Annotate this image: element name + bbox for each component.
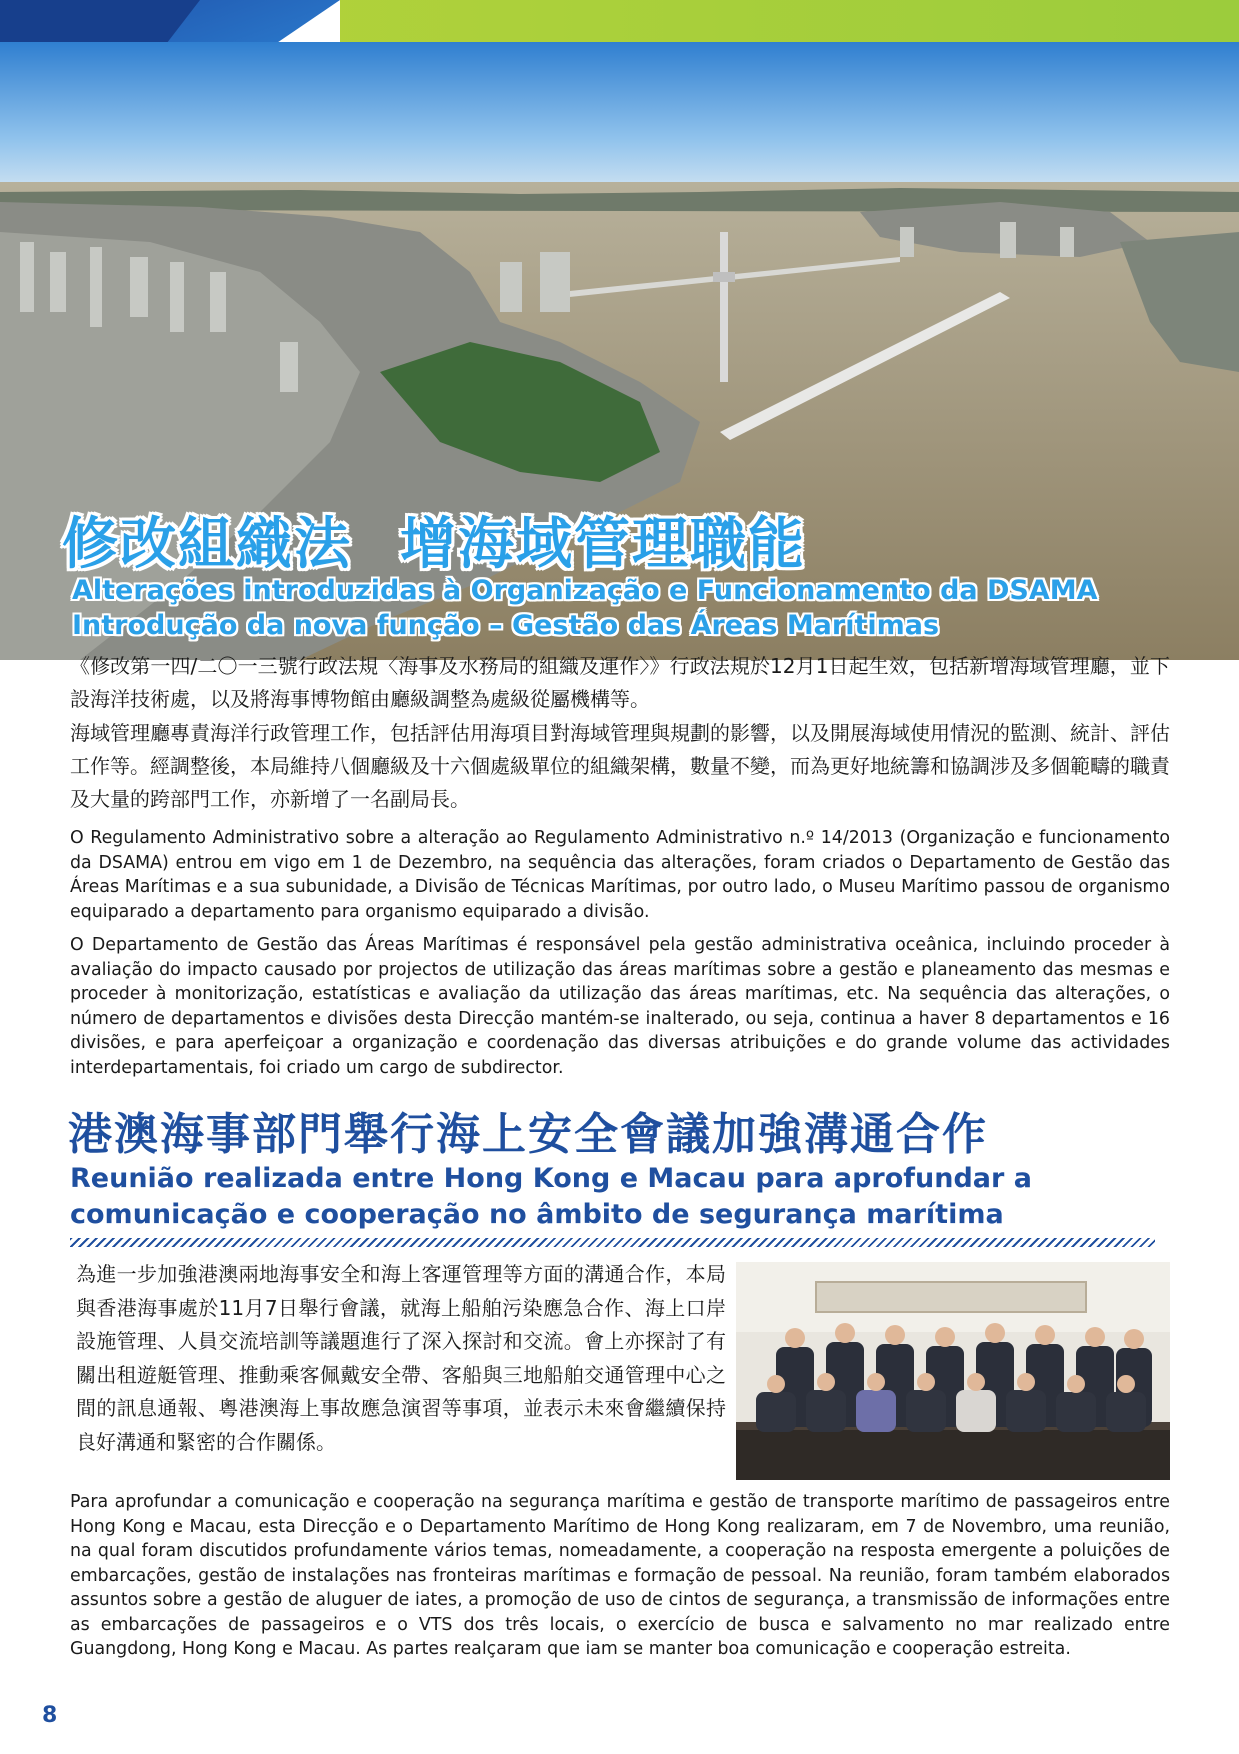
article2-paragraph-pt: Para aprofundar a comunicação e cooperação na segurança marítima e gestão de transporte marítimo de passageiros entre Hong Kong e Macau, esta Direcção e o Departamento Marítimo de Hong Kong realizaram, em 7 de Novembro, uma reunião, na qual foram discutidos profundamente vários temas, nomeadamente, a cooperação na resposta emergente a poluições de embarcações, gestão de instalações nas fronteiras marítimas e formação de pessoal. Na reunião, foram também elaborados assuntos sobre a gestão de aluguer de iates, a promoção de uso de cintos de segurança, a transmissão de informações entre as embarcações de passageiros e o VTS dos três locais, o exercício de busca e salvamento no mar realizado entre Guangdong, Hong Kong e Macau. As partes realçaram que iam se manter boa comunicação e cooperação estreita. bbox=[70, 1492, 1170, 1659]
article1-title-zh-part2: 增海域管理職能 bbox=[400, 512, 806, 577]
hatched-divider bbox=[70, 1238, 1155, 1247]
article1-title-zh bbox=[62, 500, 806, 580]
meeting-group-photo bbox=[736, 1262, 1170, 1480]
article2-title-zh: 港澳海事部門舉行海上安全會議加強溝通合作 bbox=[68, 1109, 988, 1160]
page-number: 8 bbox=[42, 1703, 58, 1728]
article1-paragraph-pt-1: O Regulamento Administrativo sobre a alteração ao Regulamento Administrativo n.º 14/2013 (Organização e funcionamento da DSAMA) entrou em vigo em 1 de Dezembro, na sequência das alterações, foram criados o Departamento de Gestão das Áreas Marítimas e a sua subunidade, a Divisão de Técnicas Marítimas, por outro lado, o Museu Marítimo passou de organismo equiparado a departamento para organismo equiparado a divisão. bbox=[70, 828, 1170, 922]
article1-paragraph-pt-2: O Departamento de Gestão das Áreas Marítimas é responsável pela gestão administrativa oceânica, incluindo proceder à avaliação do impacto causado por projectos de utilização das áreas marítimas sobre a gestão e planeamento das mesmas e proceder à monitorização, estatísticas e avaliação da utilização das áreas marítimas, etc. Na sequência das alterações, o número de departamentos e divisões desta Direcção mantém-se inalterado, ou seja, continua a haver 8 departamentos e 16 divisões, e para aperfeiçoar a organização e coordenação das diversas atribuições e do grande volume das actividades interdepartamentais, foi criado um cargo de subdirector. bbox=[70, 935, 1170, 1078]
article1-paragraph-zh-1: 《修改第一四/二〇一三號行政法規〈海事及水務局的組織及運作〉》行政法規於12月1日起生效，包括新增海域管理廳，並下設海洋技術處，以及將海事博物館由廳級調整為處級從屬機構等。 bbox=[70, 654, 1170, 711]
article1-title-pt-line1: Alterações introduzidas à Organização e Funcionamento da DSAMA bbox=[72, 575, 1098, 606]
article2-paragraph-zh: 為進一步加強港澳兩地海事安全和海上客運管理等方面的溝通合作，本局與香港海事處於11月7日舉行會議，就海上船舶污染應急合作、海上口岸設施管理、人員交流培訓等議題進行了深入探討和交流。會上亦探討了有關出租遊艇管理、推動乘客佩戴安全帶、客船與三地船舶交通管理中心之間的訊息通報、粵港澳海上事故應急演習等事項，並表示未來會繼續保持良好溝通和緊密的合作關係。 bbox=[76, 1262, 726, 1454]
article1-paragraph-zh-2: 海域管理廳專責海洋行政管理工作，包括評估用海項目對海域管理與規劃的影響，以及開展海域使用情況的監測、統計、評估工作等。經調整後，本局維持八個廳級及十六個處級單位的組織架構，數量不變，而為更好地統籌和協調涉及多個範疇的職責及大量的跨部門工作，亦新增了一名副局長。 bbox=[70, 721, 1170, 811]
article2-title-pt-line2: comunicação e cooperação no âmbito de segurança marítima bbox=[70, 1199, 1004, 1230]
article2-title-pt-line1: Reunião realizada entre Hong Kong e Macau para aprofundar a bbox=[70, 1163, 1032, 1194]
article1-title-zh-part1: 修改組織法 bbox=[62, 512, 352, 577]
article1-title-pt-line2: Introdução da nova função – Gestão das Áreas Marítimas bbox=[72, 610, 940, 641]
